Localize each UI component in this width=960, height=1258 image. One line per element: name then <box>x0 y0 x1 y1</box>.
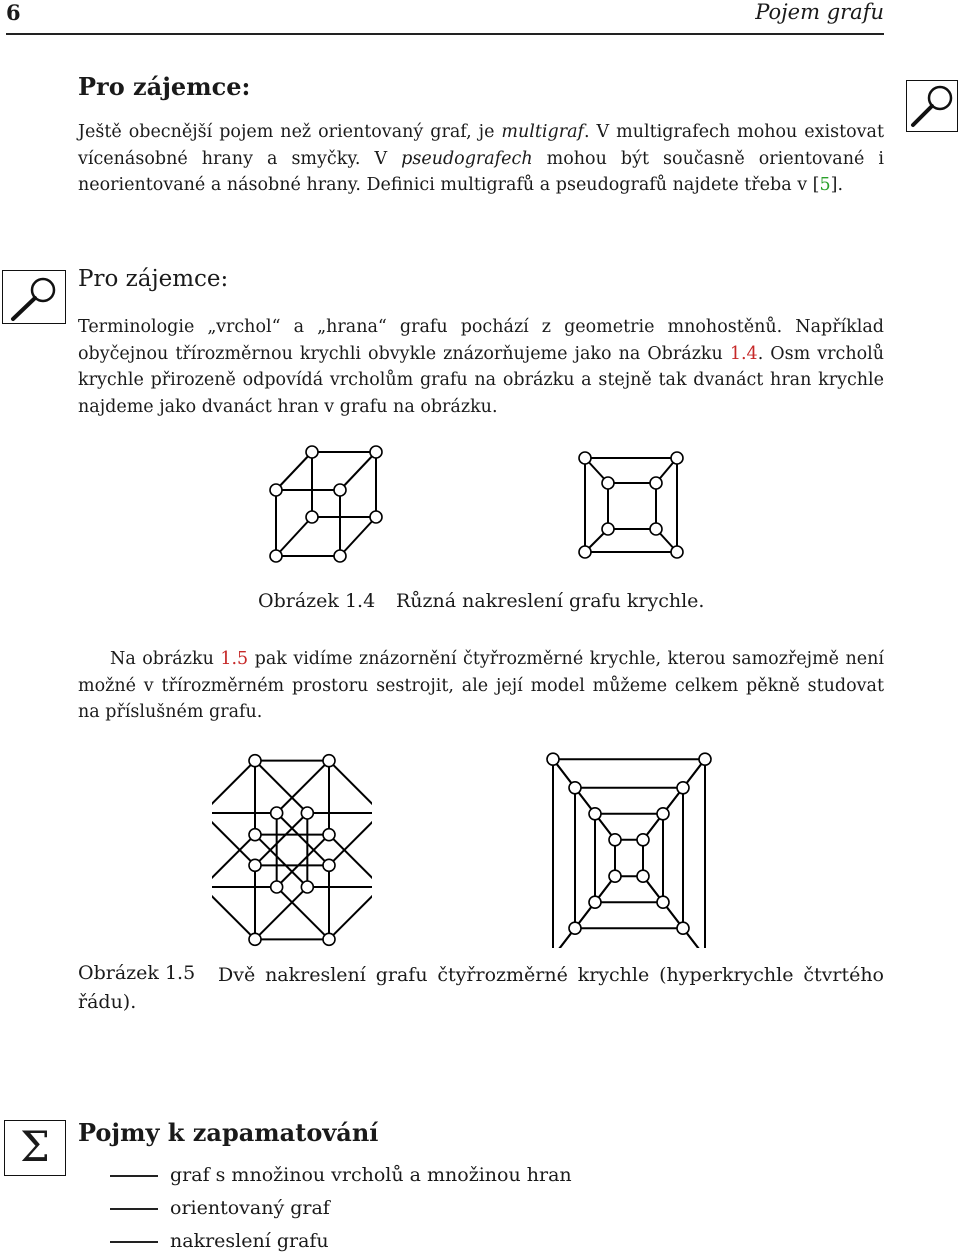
figure-ref-link[interactable]: 1.4 <box>729 343 758 364</box>
graph-vertex <box>657 808 669 820</box>
graph-vertex <box>677 782 689 794</box>
graph-edge <box>255 761 307 813</box>
graph-vertex <box>301 807 313 819</box>
graph-vertex <box>271 881 283 893</box>
cube-drawing-planar <box>570 446 690 566</box>
graph-vertex <box>589 808 601 820</box>
graph-vertex <box>271 807 283 819</box>
graph-edge <box>277 761 329 813</box>
graph-edge <box>255 813 307 865</box>
graph-vertex <box>547 753 559 765</box>
hypercube-drawing-nested <box>546 748 716 948</box>
graph-vertex <box>569 922 581 934</box>
magnifier-icon <box>2 270 66 324</box>
graph-vertex <box>249 859 261 871</box>
graph-vertex <box>677 922 689 934</box>
list-item: graf s množinou vrcholů a množinou hran <box>110 1164 572 1186</box>
box1-text: Ještě obecnější pojem než orientovaný graf, je multigraf. V multigrafech mohou existovat vícenásobné hrany a smyčky. V pseudografech mohou být současně orientované i neorientované a násobné hrany. Definici multigrafů a pseudografů najdete třeba v [5]. <box>78 122 884 195</box>
paragraph-hypercube: Na obrázku 1.5 pak vidíme znázornění čtyřrozměrné krychle, kterou samozřejmě není možné v třírozměrném prostoru sestrojit, ale její model můžeme celkem pěkně studovat na příslušném grafu. <box>78 649 884 722</box>
box2-title: Pro zájemce: <box>78 266 229 292</box>
graph-vertex <box>699 753 711 765</box>
figure-ref-link[interactable]: 1.5 <box>220 649 249 669</box>
box1-title: Pro zájemce: <box>78 72 251 101</box>
chapter-title: Pojem grafu <box>755 0 884 24</box>
graph-vertex <box>301 881 313 893</box>
graph-vertex <box>249 755 261 767</box>
citation-link[interactable]: 5 <box>819 175 831 195</box>
graph-edge <box>277 887 329 939</box>
graph-edge <box>329 887 372 939</box>
cube-drawing-perspective <box>260 440 390 570</box>
graph-vertex <box>609 870 621 882</box>
box2-text: Terminologie „vrchol“ a „hrana“ grafu pochází z geometrie mnohostěnů. Například obyčejnou třírozměrnou krychli obvykle znázorňujeme jako na Obrázku 1.4. Osm vrcholů krychle přirozeně odpovídá vrcholům grafu na obrázku a stejně tak dvanáct hran krychle najdeme jako dvanáct hran v grafu na obrázku. <box>78 317 884 417</box>
graph-vertex <box>637 834 649 846</box>
list-item: orientovaný graf <box>110 1197 330 1219</box>
graph-vertex <box>589 896 601 908</box>
magnifier-icon <box>906 80 958 132</box>
graph-edge <box>212 887 255 939</box>
graph-edge <box>277 835 329 887</box>
graph-vertex <box>637 870 649 882</box>
graph-edge <box>255 887 307 939</box>
figure-1-4-label: Obrázek 1.4 <box>258 590 376 612</box>
header-rule <box>6 33 884 35</box>
graph-edge <box>277 813 329 865</box>
graph-edge <box>255 835 307 887</box>
graph-vertex <box>323 859 335 871</box>
graph-vertex <box>657 896 669 908</box>
graph-edge <box>212 761 255 813</box>
page-number: 6 <box>6 0 21 25</box>
figure-1-5-label: Obrázek 1.5 <box>78 962 196 984</box>
graph-vertex <box>609 834 621 846</box>
graph-vertex <box>323 829 335 841</box>
figure-1-4-caption: Různá nakreslení grafu krychle. <box>396 590 705 612</box>
list-item: nakreslení grafu <box>110 1230 329 1252</box>
hypercube-drawing-symmetric <box>212 748 372 948</box>
graph-vertex <box>323 755 335 767</box>
graph-vertex <box>249 829 261 841</box>
figure-1-5-caption: Dvě nakreslení grafu čtyřrozměrné krychle (hyperkrychle čtvrtého řádu). <box>78 964 884 1013</box>
graph-vertex <box>249 933 261 945</box>
graph-edge <box>329 761 372 813</box>
graph-vertex <box>569 782 581 794</box>
graph-vertex <box>323 933 335 945</box>
sigma-icon: Σ <box>4 1120 66 1176</box>
summary-title: Pojmy k zapamatování <box>78 1118 379 1147</box>
